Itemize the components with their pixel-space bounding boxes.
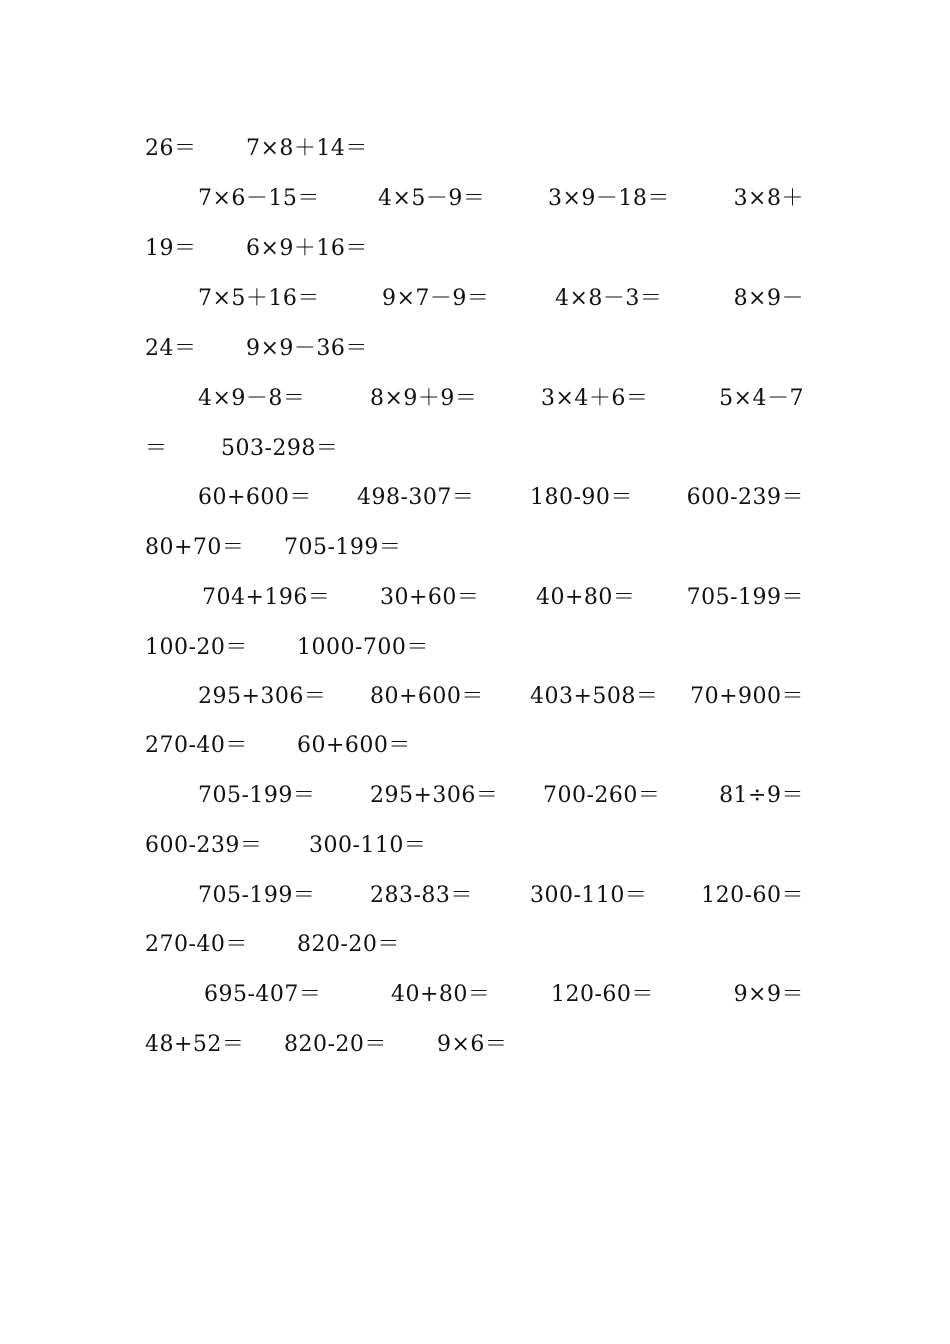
math-problem: 403+508＝ [530,684,659,709]
worksheet-line [0,776,950,816]
math-problem: 4×8－3＝ [555,286,663,311]
math-problem: 705-199＝ [198,883,316,908]
math-problem: 8×9＋9＝ [370,386,478,411]
math-problem: 4×5－9＝ [378,186,486,211]
math-problem: 705-199＝ [686,585,804,610]
math-problem: 30+60＝ [380,585,480,610]
math-problem: 1000-700＝ [297,635,429,660]
worksheet-line [0,429,950,469]
math-problem: 80+70＝ [145,535,245,560]
math-problem: 4×9－8＝ [198,386,306,411]
worksheet-line [0,876,950,916]
worksheet-line [0,478,950,518]
math-problem: 100-20＝ [145,635,248,660]
math-problem: 270-40＝ [145,932,248,957]
math-problem: 700-260＝ [543,783,661,808]
worksheet-line [0,826,950,866]
worksheet-line [0,528,950,568]
math-problem: 3×8＋ [733,186,804,211]
worksheet-line [0,129,950,169]
math-problem: 60+600＝ [198,485,312,510]
math-problem: 70+900＝ [690,684,804,709]
math-problem: 120-60＝ [551,982,654,1007]
math-problem: 60+600＝ [297,733,411,758]
worksheet-line [0,925,950,965]
worksheet-line [0,329,950,369]
worksheet-line [0,726,950,766]
math-problem: 695-407＝ [204,982,322,1007]
math-problem: 705-199＝ [284,535,402,560]
math-problem: 283-83＝ [370,883,473,908]
worksheet-line [0,677,950,717]
math-problem: 8×9－ [733,286,804,311]
math-problem: 3×9－18＝ [548,186,670,211]
math-problem: 498-307＝ [357,485,475,510]
math-problem: 820-20＝ [297,932,400,957]
math-problem: 820-20＝ [284,1032,387,1057]
worksheet-line [0,578,950,618]
math-problem: 9×6＝ [437,1032,508,1057]
math-problem: 3×4＋6＝ [541,386,649,411]
math-problem: 295+306＝ [370,783,499,808]
worksheet-line [0,975,950,1015]
math-problem: 81÷9＝ [719,783,804,808]
worksheet-line [0,628,950,668]
math-problem: 7×8＋14＝ [246,136,368,161]
math-problem: 6×9＋16＝ [246,236,368,261]
math-problem: 9×9＝ [733,982,804,1007]
math-problem: 26＝ [145,136,197,161]
math-problem: 300-110＝ [309,833,427,858]
math-problem: 270-40＝ [145,733,248,758]
math-problem: 180-90＝ [530,485,633,510]
math-problem: 705-199＝ [198,783,316,808]
math-problem: 9×7－9＝ [382,286,490,311]
worksheet-line [0,179,950,219]
math-problem: 5×4－7 [719,386,804,411]
math-problem: 9×9－36＝ [246,336,368,361]
math-problem: 120-60＝ [701,883,804,908]
worksheet-line [0,379,950,419]
math-problem: 24＝ [145,336,197,361]
math-problem: 19＝ [145,236,197,261]
math-problem: 80+600＝ [370,684,484,709]
math-problem: 503-298＝ [221,436,339,461]
math-problem: 295+306＝ [198,684,327,709]
worksheet-line [0,279,950,319]
worksheet-line [0,1025,950,1065]
math-problem: 7×5＋16＝ [198,286,320,311]
math-problem: 704+196＝ [202,585,331,610]
worksheet-line [0,229,950,269]
math-problem: 40+80＝ [536,585,636,610]
math-problem: 600-239＝ [686,485,804,510]
math-problem: ＝ [145,436,168,461]
math-problem: 40+80＝ [391,982,491,1007]
math-problem: 48+52＝ [145,1032,245,1057]
math-problem: 7×6－15＝ [198,186,320,211]
math-problem: 300-110＝ [530,883,648,908]
math-problem: 600-239＝ [145,833,263,858]
